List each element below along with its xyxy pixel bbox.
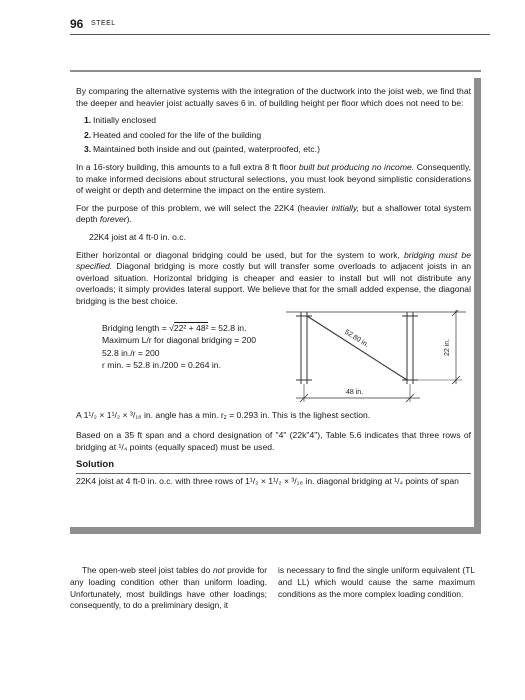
- solution-text: 22K4 joist at 4 ft-0 in. o.c. with three rows of 1¹/₂ × 1¹/₂ × ³/₁₆ in. diagonal bridging at ¹/₄ points of span: [76, 475, 459, 486]
- savings-list: [84, 115, 471, 156]
- joist-line: 22K4 joist at 4 ft-0 in. o.c.: [89, 231, 186, 242]
- page-header: [70, 15, 490, 37]
- calculation-block: [102, 322, 272, 372]
- bridging-diagram: [286, 310, 466, 404]
- right-column: is necessary to find the single uniform equivalent (TL and LL) which would cause the same maximum conditions as the more complex loading condition.: [278, 565, 475, 599]
- box-top-rule: [70, 70, 481, 72]
- angle-line: A 1¹/₂ × 1¹/₂ × ³/₁₆ in. angle has a min. $r_z = 0.293$ in. This is the lighest section.: [76, 409, 371, 421]
- page-number: 96: [70, 17, 84, 31]
- bridging-paragraph: Either horizontal or diagonal bridging could be used, but for the system to work, bridging must be specified. Diagonal bridging is more costly but will transfer some overloads to adjacent joists in an overload situation. Horizontal bridging is cheaper and easier to install but will not distribute any overloads; it simply provides lateral support. We believe that for the small added expense, the diagonal bridging is the best choice.: [76, 249, 471, 306]
- solution-rule: [76, 473, 471, 474]
- intro-paragraph: By comparing the alternative systems with the integration of the ductwork into the joist web, we find that the deeper and heavier joist actually saves 6 in. of building height per floor which does not need to be:: [76, 86, 471, 108]
- selection-paragraph: For the purpose of this problem, we will select the 22K4 (heavier initially, but a shallower total system depth forever).: [76, 202, 471, 225]
- calc-and-figure: [76, 310, 471, 410]
- solution-heading: Solution: [76, 459, 114, 471]
- width-label: 48 in.: [346, 388, 364, 396]
- building-paragraph: In a 16-story building, this amounts to a full extra 8 ft floor built but producing no income. Consequently, to make informed decisions about structural selections, you must look beyond simplistic considerations of weight or depth and determine the impact on the entire system.: [76, 161, 471, 196]
- list-item: 2. Heated and cooled for the life of the building: [84, 129, 262, 140]
- example-content: [76, 86, 471, 487]
- lr-equation: 52.8 in./r = 200: [102, 347, 160, 358]
- example-box: [70, 78, 481, 534]
- running-head: STEEL: [91, 20, 116, 27]
- max-lr: Maximum L/r for diagonal bridging = 200: [102, 335, 257, 345]
- header-rule: [70, 34, 490, 35]
- table-paragraph: Based on a 35 ft span and a chord designation of "4" (22k"4"), Table 5.6 indicates that three rows of bridging at ¹/₄ points (equally spaced) must be used.: [76, 430, 471, 452]
- diagonal-bridging: [307, 316, 407, 380]
- list-item: 1. Initially enclosed: [84, 115, 157, 126]
- list-item: 3. Maintained both inside and out (painted, waterproofed, etc.): [84, 144, 320, 155]
- bridging-length: Bridging length = √22² + 48² = 52.8 in.: [102, 322, 247, 333]
- r-min: r min. = 52.8 in./200 = 0.264 in.: [102, 360, 221, 370]
- diagonal-label: 52.80 in.: [343, 328, 370, 349]
- height-label: 22 in.: [444, 338, 451, 356]
- left-column: The open-web steel joist tables do not provide for any loading condition other than uniform loading. Unfortunately, most buildings have other loadings; consequently, to do a preliminary design, it: [70, 565, 267, 611]
